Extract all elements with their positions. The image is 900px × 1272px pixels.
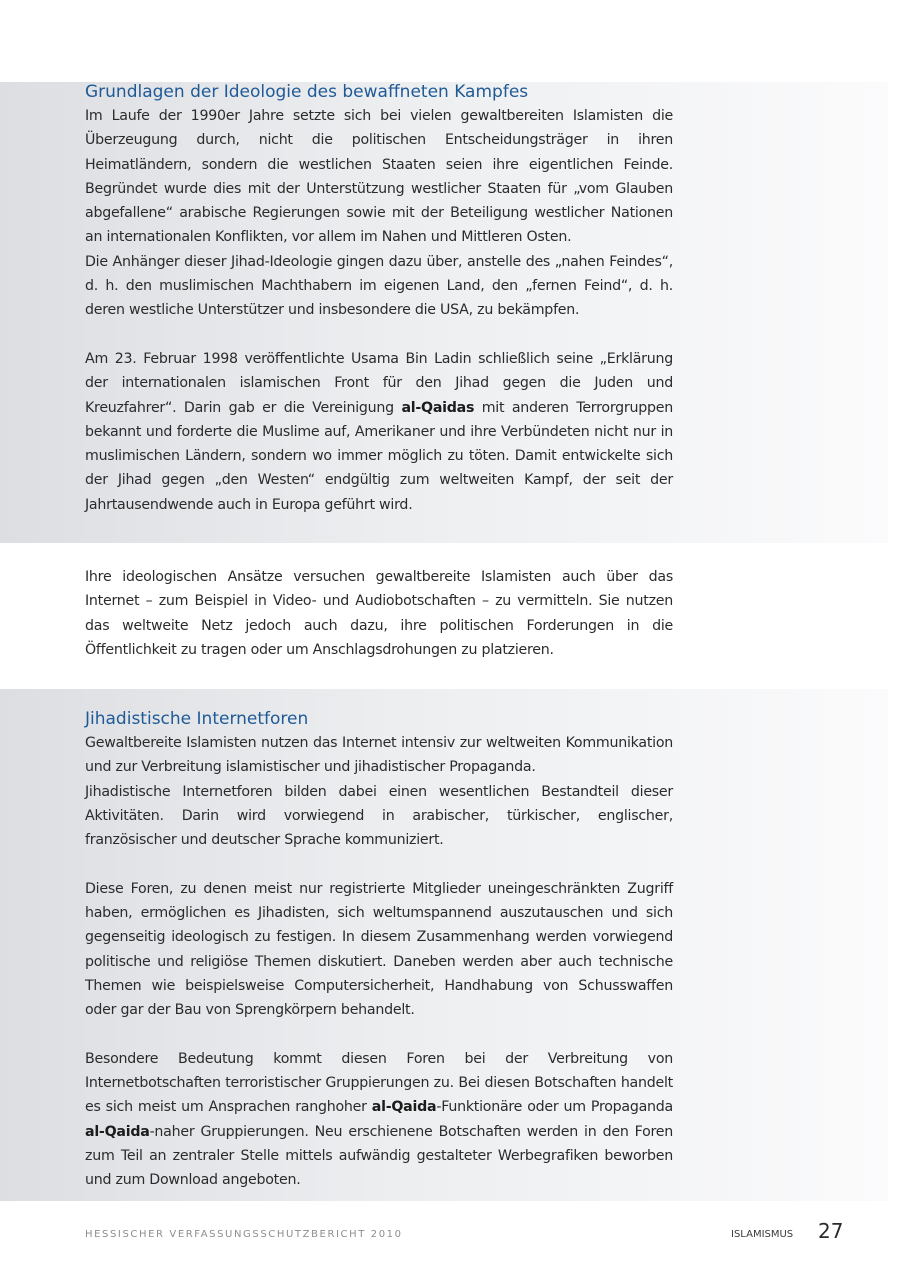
paragraph: Ihre ideologischen Ansätze versuchen gewaltbereite Islamisten auch über das Internet – zum Beispiel in Video- und Audiobotschaften – zu vermitteln. Sie nutzen das weltweite Netz jedoch auch dazu, ihre politischen Forderungen in die Öffentlichkeit zu tragen oder um Anschlagsdrohungen zu platzieren. [85, 569, 673, 658]
page-number: 27 [818, 1219, 844, 1243]
paragraph: Im Laufe der 1990er Jahre setzte sich bei vielen gewaltbereiten Islamisten die Überzeugung durch, nicht die politischen Entscheidungsträger in ihren Heimatländern, sondern die westlichen Staaten seien ihre eigentlichen Feinde. Begründet wurde dies mit der Unterstützung westlicher Staaten für „vom Glauben abgefallene“ arabische Regierungen sowie mit der Beteiligung westlicher Nationen an internationalen Konflikten, vor allem im Nahen und Mittleren Osten. [85, 108, 673, 246]
footer-section-name: ISLAMISMUS [731, 1229, 794, 1240]
emphasis-al-qaida: al-Qaida [371, 1099, 437, 1116]
paragraph: Am 23. Februar 1998 veröffentlichte Usama Bin Ladin schließlich seine „Erklärung der internationalen islamischen Front für den Jihad gegen die Juden und Kreuzfahrer“. Darin gab er die Vereinigung al-Qaidas mit anderen Terrorgruppen bekannt und forderte die Muslime auf, Amerikaner und ihre Verbündeten nicht nur in muslimischen Ländern, sondern wo immer möglich zu töten. Damit entwickelte sich der Jihad gegen „den Westen“ endgültig zum weltweiten Kampf, der seit der Jahrtausendwende auch in Europa geführt wird. [85, 350, 673, 513]
emphasis-al-qaidas: al-Qaidas [401, 399, 475, 416]
paragraph: Diese Foren, zu denen meist nur registrierte Mitglieder uneingeschränkten Zugriff haben, ermöglichen es Jihadisten, sich weltumspannend auszutauschen und sich gegenseitig ideologisch zu festigen. In diesem Zusammenhang werden vorwiegend politische und religiöse Themen diskutiert. Daneben werden aber auch technische Themen wie beispielsweise Computersicherheit, Handhabung von Schusswaffen oder gar der Bau von Sprengkörpern behandelt. [85, 880, 673, 1019]
footer-publication-title: HESSISCHER VERFASSUNGSSCHUTZBERICHT 2010 [85, 1229, 403, 1240]
section-jihadist-forums [85, 707, 673, 1193]
paragraph: Gewaltbereite Islamisten nutzen das Internet intensiv zur weltweiten Kommunikation und zur Verbreitung islamistischer und jihadistischer Propaganda. [85, 735, 673, 776]
emphasis-al-qaida: al-Qaida [85, 1123, 150, 1140]
section-heading: Jihadistische Internetforen [85, 709, 309, 729]
paragraph: Jihadistische Internetforen bilden dabei einen wesentlichen Bestandteil dieser Aktivitäten. Darin wird vorwiegend in arabischer, türkischer, englischer, französischer und deutscher Sprache kommuniziert. [85, 783, 673, 849]
section-internet-use [85, 565, 673, 662]
section-ideology [85, 80, 673, 517]
paragraph: Die Anhänger dieser Jihad-Ideologie gingen dazu über, anstelle des „nahen Feindes“, d. h. den muslimischen Machthabern im eigenen Land, den „fernen Feind“, d. h. deren westliche Unterstützer und insbesondere die USA, zu bekämpfen. [85, 253, 673, 319]
section-heading: Grundlagen der Ideologie des bewaffneten Kampfes [85, 82, 529, 102]
paragraph: Besondere Bedeutung kommt diesen Foren bei der Verbreitung von Internetbotschaften terroristischer Gruppierungen zu. Bei diesen Botschaften handelt es sich meist um Ansprachen ranghoher al-Qaida-Funktionäre oder um Propaganda al-Qaida-naher Gruppierungen. Neu erschienene Botschaften werden in den Foren zum Teil an zentraler Stelle mittels aufwändig gestalteter Werbegrafiken beworben und zum Download angeboten. [85, 1050, 673, 1189]
